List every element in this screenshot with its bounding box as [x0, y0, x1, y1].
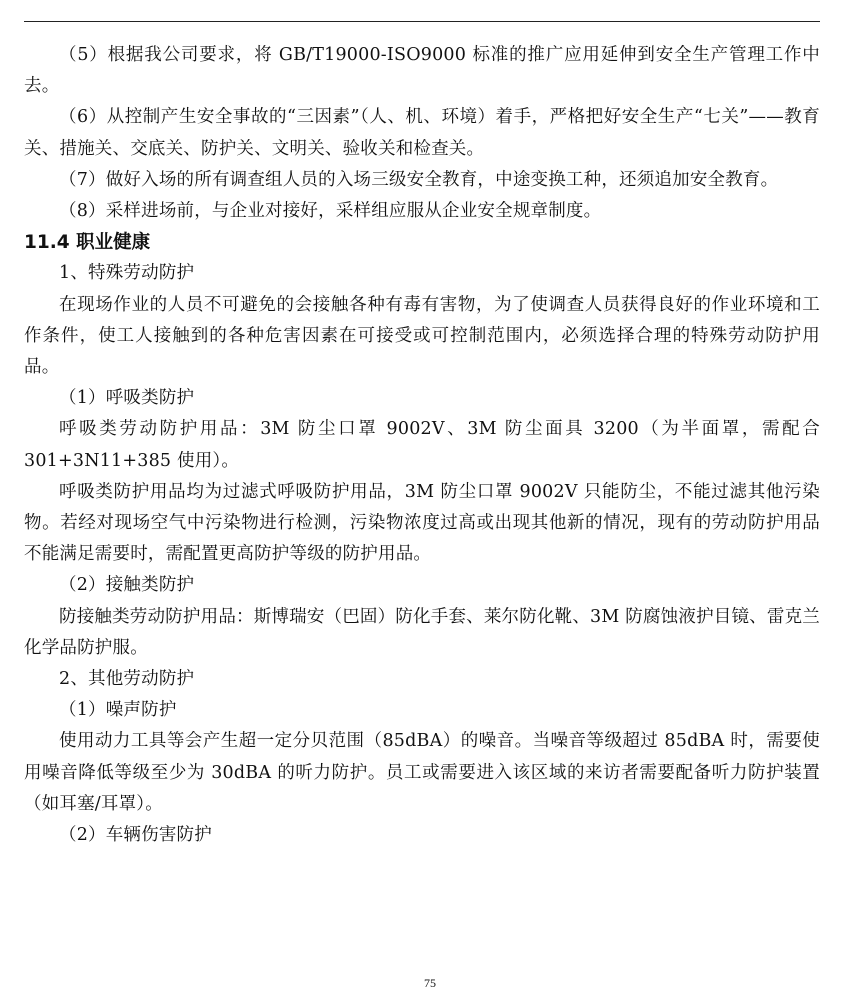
- paragraph: 防接触类劳动防护用品：斯博瑞安（巴固）防化手套、莱尔防化靴、3M 防腐蚀液护目镜、雷克兰化学品防护服。: [24, 606, 820, 658]
- document-body: [24, 40, 820, 851]
- page-number: 75: [424, 976, 436, 990]
- subsection-title: （2）车辆伤害防护: [59, 825, 212, 846]
- subsection-title: （1）呼吸类防护: [59, 388, 195, 409]
- paragraph: （6）从控制产生安全事故的“三因素”（人、机、环境）着手，严格把好安全生产“七关”——教育关、措施关、交底关、防护关、文明关、验收关和检查关。: [24, 107, 820, 159]
- paragraph: 呼吸类防护用品均为过滤式呼吸防护用品，3M 防尘口罩 9002V 只能防尘，不能过滤其他污染物。若经对现场空气中污染物进行检测，污染物浓度过高或出现其他新的情况，现有的劳动防护用品不能满足需要时，需配置更高防护等级的防护用品。: [24, 481, 820, 565]
- subsection-title: 1、特殊劳动防护: [59, 263, 195, 284]
- paragraph: （8）采样进场前，与企业对接好，采样组应服从企业安全规章制度。: [59, 201, 602, 222]
- section-heading: 11.4 职业健康: [24, 232, 151, 254]
- subsection-title: （2）接触类防护: [59, 575, 195, 596]
- paragraph: （5）根据我公司要求，将 GB/T19000-ISO9000 标准的推广应用延伸到安全生产管理工作中去。: [24, 45, 820, 97]
- paragraph: 在现场作业的人员不可避免的会接触各种有毒有害物，为了使调查人员获得良好的作业环境和工作条件，使工人接触到的各种危害因素在可接受或可控制范围内，必须选择合理的特殊劳动防护用品。: [24, 294, 820, 378]
- paragraph: （7）做好入场的所有调查组人员的入场三级安全教育，中途变换工种，还须追加安全教育。: [59, 169, 779, 190]
- paragraph: 呼吸类劳动防护用品：3M 防尘口罩 9002V、3M 防尘面具 3200（为半面罩，需配合 301+3N11+385 使用）。: [24, 419, 820, 471]
- subsection-title: 2、其他劳动防护: [59, 669, 195, 690]
- paragraph: 使用动力工具等会产生超一定分贝范围（85dBA）的噪音。当噪音等级超过 85dBA 时，需要使用噪音降低等级至少为 30dBA 的听力防护。员工或需要进入该区域的来访者需要配备听力防护装置（如耳塞/耳罩）。: [24, 731, 820, 814]
- subsection-title: （1）噪声防护: [59, 700, 177, 721]
- header-rule: [24, 21, 820, 22]
